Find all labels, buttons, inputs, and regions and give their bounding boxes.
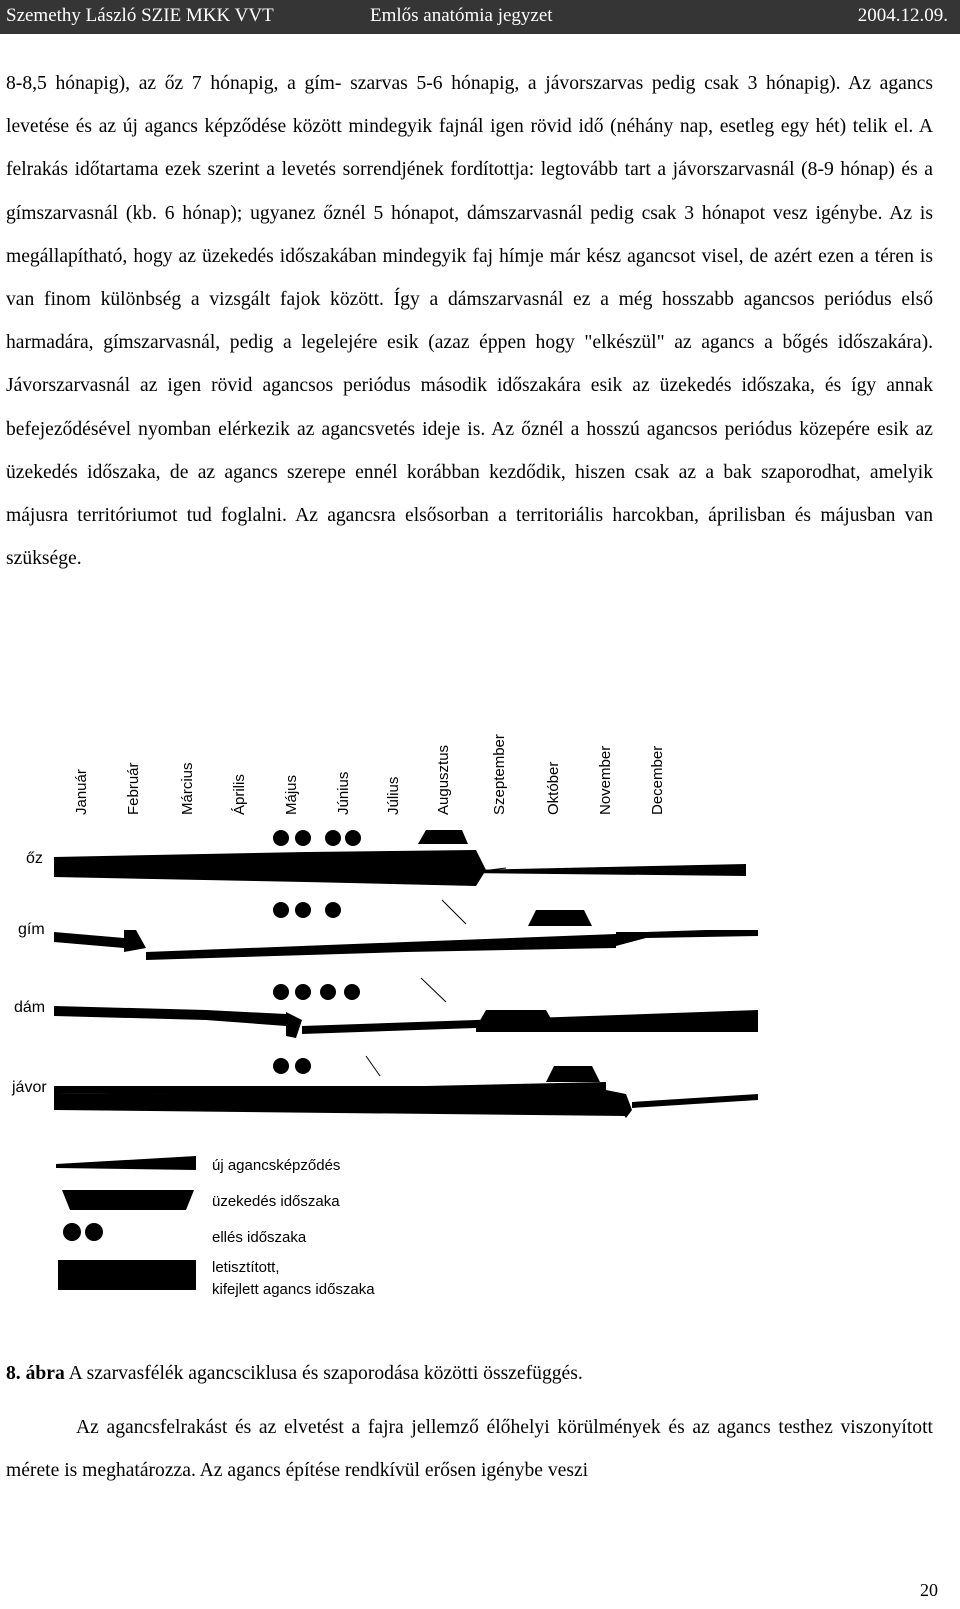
- body-paragraph-1: 8-8,5 hónapig), az őz 7 hónapig, a gím- szarvas 5-6 hónapig, a jávorszarvas pedig csak 3 hónapig). Az agancs levetése és az új agancs képződése között mindegyik fajnál igen rövid idő (néhány nap, esetleg egy hét) telik el. A felrakás időtartama ezek szerint a levetés sorrendjének fordítottja: legtovább tart a jávorszarvasnál (8-9 hónap) és a gímszarvasnál (kb. 6 hónap); ugyanez őznél 5 hónapot, dámszarvasnál pedig csak 3 hónapot vesz igénybe. Az is megállapítható, hogy az üzekedés időszakában mindegyik faj hímje már kész agancsot visel, de azért ezen a téren is van finom különbség a vizsgált fajok között. Így a dámszarvasnál ez a még hosszabb agancsos periódus első harmadára, gímszarvasnál, pedig a legelejére esik (azaz éppen hogy "elkészül" az agancs a bőgés időszakára). Jávorszarvasnál az igen rövid agancsos periódus második időszakára esik az üzekedés időszaka, és így annak befejeződésével nyomban elérkezik az agancsvetés ideje is. Az őznél a hosszú agancsos periódus közepére esik az üzekedés időszaka, de az agancs szerepe ennél korábban kezdődik, hiszen csak az a bak szaporodhat, amelyik májusra territóriumot tud foglalni. Az agancsra elsősorban a territoriális harcokban, áprilisban és májusban van szüksége.: [6, 73, 933, 570]
- legend-birth-dot: [85, 1223, 103, 1241]
- month-label: Január: [73, 769, 90, 815]
- species-label: jávor: [12, 1079, 47, 1096]
- caption-label: 8. ábra: [6, 1363, 65, 1384]
- birth-dot: [273, 1058, 289, 1074]
- clean-antler-bar: [146, 934, 616, 960]
- rut-period-bar: [546, 1066, 600, 1082]
- legend: [56, 1156, 375, 1298]
- birth-dot: [344, 984, 360, 1000]
- month-label: Június: [335, 771, 352, 815]
- body-paragraph-2: Az agancsfelrakást és az elvetést a fajra jellemző élőhelyi körülmények és az agancs testhez viszonyított mérete is meghatározza. Az agancs építése rendkívül erősen igénybe veszi: [6, 1417, 933, 1482]
- header-author: Szemethy László SZIE MKK VVT: [6, 5, 274, 26]
- species-label: őz: [26, 850, 43, 867]
- month-label: Február: [125, 762, 142, 815]
- caption-text: A szarvasfélék agancsciklusa és szaporodása közötti összefüggés.: [64, 1363, 583, 1384]
- birth-dot: [295, 984, 311, 1000]
- birth-dot: [295, 902, 311, 918]
- birth-dot: [325, 830, 341, 846]
- legend-birth-dot: [63, 1223, 81, 1241]
- header-date: 2004.12.09.: [857, 5, 948, 26]
- header-title: Emlős anatómia jegyzet: [370, 5, 553, 26]
- month-label: Március: [179, 762, 196, 815]
- birth-dot: [295, 1058, 311, 1074]
- legend-growth-label: új agancsképződés: [212, 1157, 341, 1174]
- legend-clean-swatch: [58, 1260, 196, 1290]
- row-javor: [54, 1056, 758, 1118]
- month-labels: [73, 734, 666, 815]
- month-label: November: [597, 745, 614, 815]
- growth-bar: [616, 930, 758, 946]
- legend-growth-swatch: [56, 1156, 196, 1170]
- month-label: December: [649, 745, 666, 815]
- row-gim: [54, 900, 758, 960]
- month-label: Augusztus: [435, 744, 452, 815]
- legend-clean-label-2: kifejlett agancs időszaka: [212, 1281, 375, 1298]
- shed-mark: [286, 1012, 302, 1038]
- clean-antler-bar: [54, 850, 476, 886]
- month-label: Április: [231, 774, 248, 815]
- clean-antler-bar: [54, 1006, 286, 1026]
- species-label: gím: [18, 921, 45, 938]
- month-label: Szeptember: [491, 734, 508, 815]
- growth-bar: [632, 1094, 758, 1108]
- row-dam: [54, 978, 758, 1038]
- growth-bar: [54, 932, 124, 948]
- month-label: Május: [283, 774, 300, 815]
- legend-birth-label: ellés időszaka: [212, 1229, 307, 1246]
- clean-antler-bar: [54, 1090, 626, 1116]
- legend-clean-label-1: letisztított,: [212, 1259, 280, 1276]
- page-header: [0, 0, 960, 34]
- species-label: dám: [14, 999, 46, 1016]
- birth-dot: [320, 984, 336, 1000]
- birth-dot: [273, 984, 289, 1000]
- rut-period-bar: [418, 830, 468, 844]
- antler-cycle-figure: [6, 720, 762, 1350]
- page-number: 20: [920, 1580, 938, 1600]
- birth-dot: [273, 902, 289, 918]
- shed-mark: [124, 930, 146, 952]
- birth-dot: [295, 830, 311, 846]
- birth-dot: [325, 902, 341, 918]
- growth-bar: [466, 864, 746, 876]
- shed-mark: [476, 850, 486, 886]
- month-label: Október: [545, 761, 562, 815]
- birth-dot: [345, 830, 361, 846]
- figure-caption: [6, 1363, 583, 1385]
- birth-dot: [273, 830, 289, 846]
- legend-rut-swatch: [62, 1190, 194, 1210]
- legend-rut-label: üzekedés időszaka: [212, 1193, 340, 1210]
- row-oz: [54, 830, 746, 886]
- month-label: Július: [385, 776, 402, 815]
- rut-period-bar: [528, 910, 592, 926]
